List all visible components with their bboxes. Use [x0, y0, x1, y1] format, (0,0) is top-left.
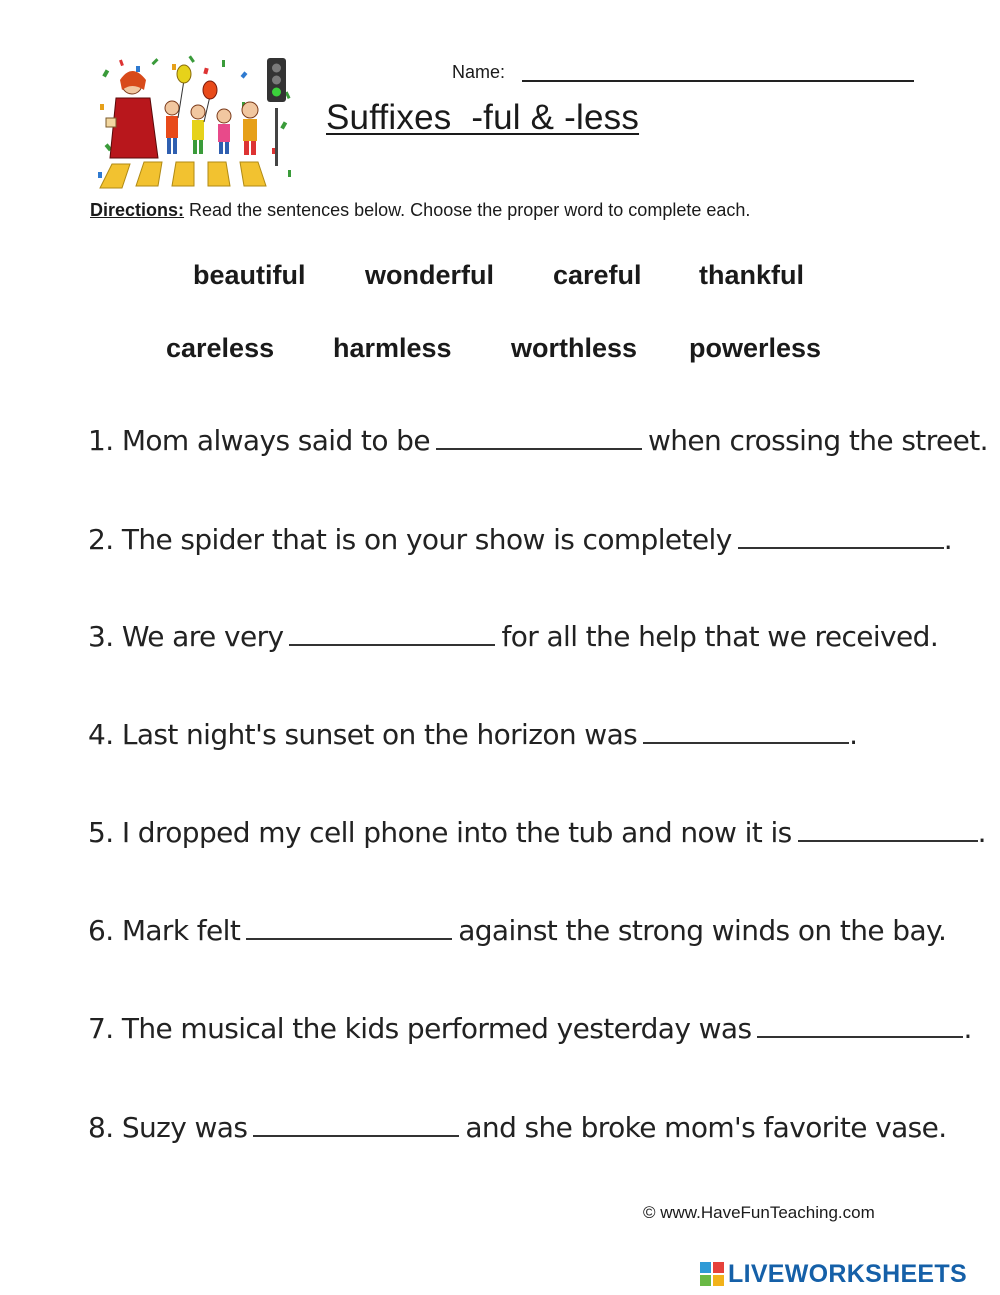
logo-block: [700, 1262, 711, 1273]
question-text-after: when crossing the street.: [647, 424, 988, 457]
logo-block: [713, 1275, 724, 1286]
traffic-light: [267, 58, 286, 166]
liveworksheets-blocks-icon: [700, 1262, 724, 1286]
question-text: 2. The spider that is on your show is completely: [88, 523, 732, 556]
question-text-after: for all the help that we received.: [501, 620, 939, 653]
answer-blank[interactable]: [289, 640, 495, 646]
question-text-after: and she broke mom's favorite vase.: [465, 1111, 947, 1144]
question-text: 7. The musical the kids performed yesterday was: [88, 1012, 752, 1045]
liveworksheets-logo[interactable]: [700, 1257, 992, 1291]
adult-figure: [106, 71, 158, 158]
question-text: 1. Mom always said to be: [88, 424, 430, 457]
name-field[interactable]: [452, 60, 914, 86]
word-bank-item: careless: [166, 333, 275, 363]
answer-blank[interactable]: [738, 543, 944, 549]
question-text: 5. I dropped my cell phone into the tub and now it is: [88, 816, 792, 849]
answer-blank[interactable]: [253, 1131, 459, 1137]
question-6: [88, 914, 946, 947]
answer-blank[interactable]: [436, 444, 642, 450]
directions-text: Read the sentences below. Choose the proper word to complete each.: [184, 200, 751, 220]
question-text-after: .: [963, 1012, 972, 1045]
question-4: [88, 718, 857, 751]
question-2: [88, 523, 952, 556]
worksheet-title: Suffixes -ful & -less: [326, 98, 640, 137]
word-bank-item: thankful: [699, 260, 804, 290]
question-1: [88, 424, 988, 457]
word-bank-item: worthless: [511, 333, 638, 363]
directions: [90, 200, 750, 221]
logo-block: [700, 1275, 711, 1286]
question-text: 3. We are very: [88, 620, 284, 653]
question-text: 8. Suzy was: [88, 1111, 248, 1144]
answer-blank[interactable]: [757, 1032, 963, 1038]
word-bank-item: careful: [553, 260, 642, 290]
crosswalk-stripes: [100, 162, 266, 188]
question-text-after: .: [943, 523, 952, 556]
logo-block: [713, 1262, 724, 1273]
copyright-text: © www.HaveFunTeaching.com: [643, 1203, 875, 1222]
question-8: [88, 1111, 947, 1144]
question-text-after: .: [849, 718, 858, 751]
question-7: [88, 1012, 972, 1045]
answer-blank[interactable]: [246, 934, 452, 940]
answer-blank[interactable]: [643, 738, 849, 744]
word-bank-item: wonderful: [365, 260, 494, 290]
liveworksheets-wordmark: LIVEWORKSHEETS: [728, 1259, 967, 1288]
answer-blank[interactable]: [798, 836, 978, 842]
question-text-after: .: [977, 816, 986, 849]
name-label: Name:: [452, 62, 506, 82]
directions-label: Directions:: [90, 200, 185, 220]
question-text-after: against the strong winds on the bay.: [458, 914, 947, 947]
question-text: 6. Mark felt: [88, 914, 241, 947]
name-blank-line[interactable]: [522, 80, 914, 82]
word-bank-item: powerless: [689, 333, 822, 363]
question-text: 4. Last night's sunset on the horizon was: [88, 718, 638, 751]
kids-crossing-illustration: [92, 52, 297, 190]
word-bank-item: harmless: [333, 333, 452, 363]
question-5: [88, 816, 986, 849]
question-3: [88, 620, 938, 653]
word-bank-item: beautiful: [193, 260, 306, 290]
